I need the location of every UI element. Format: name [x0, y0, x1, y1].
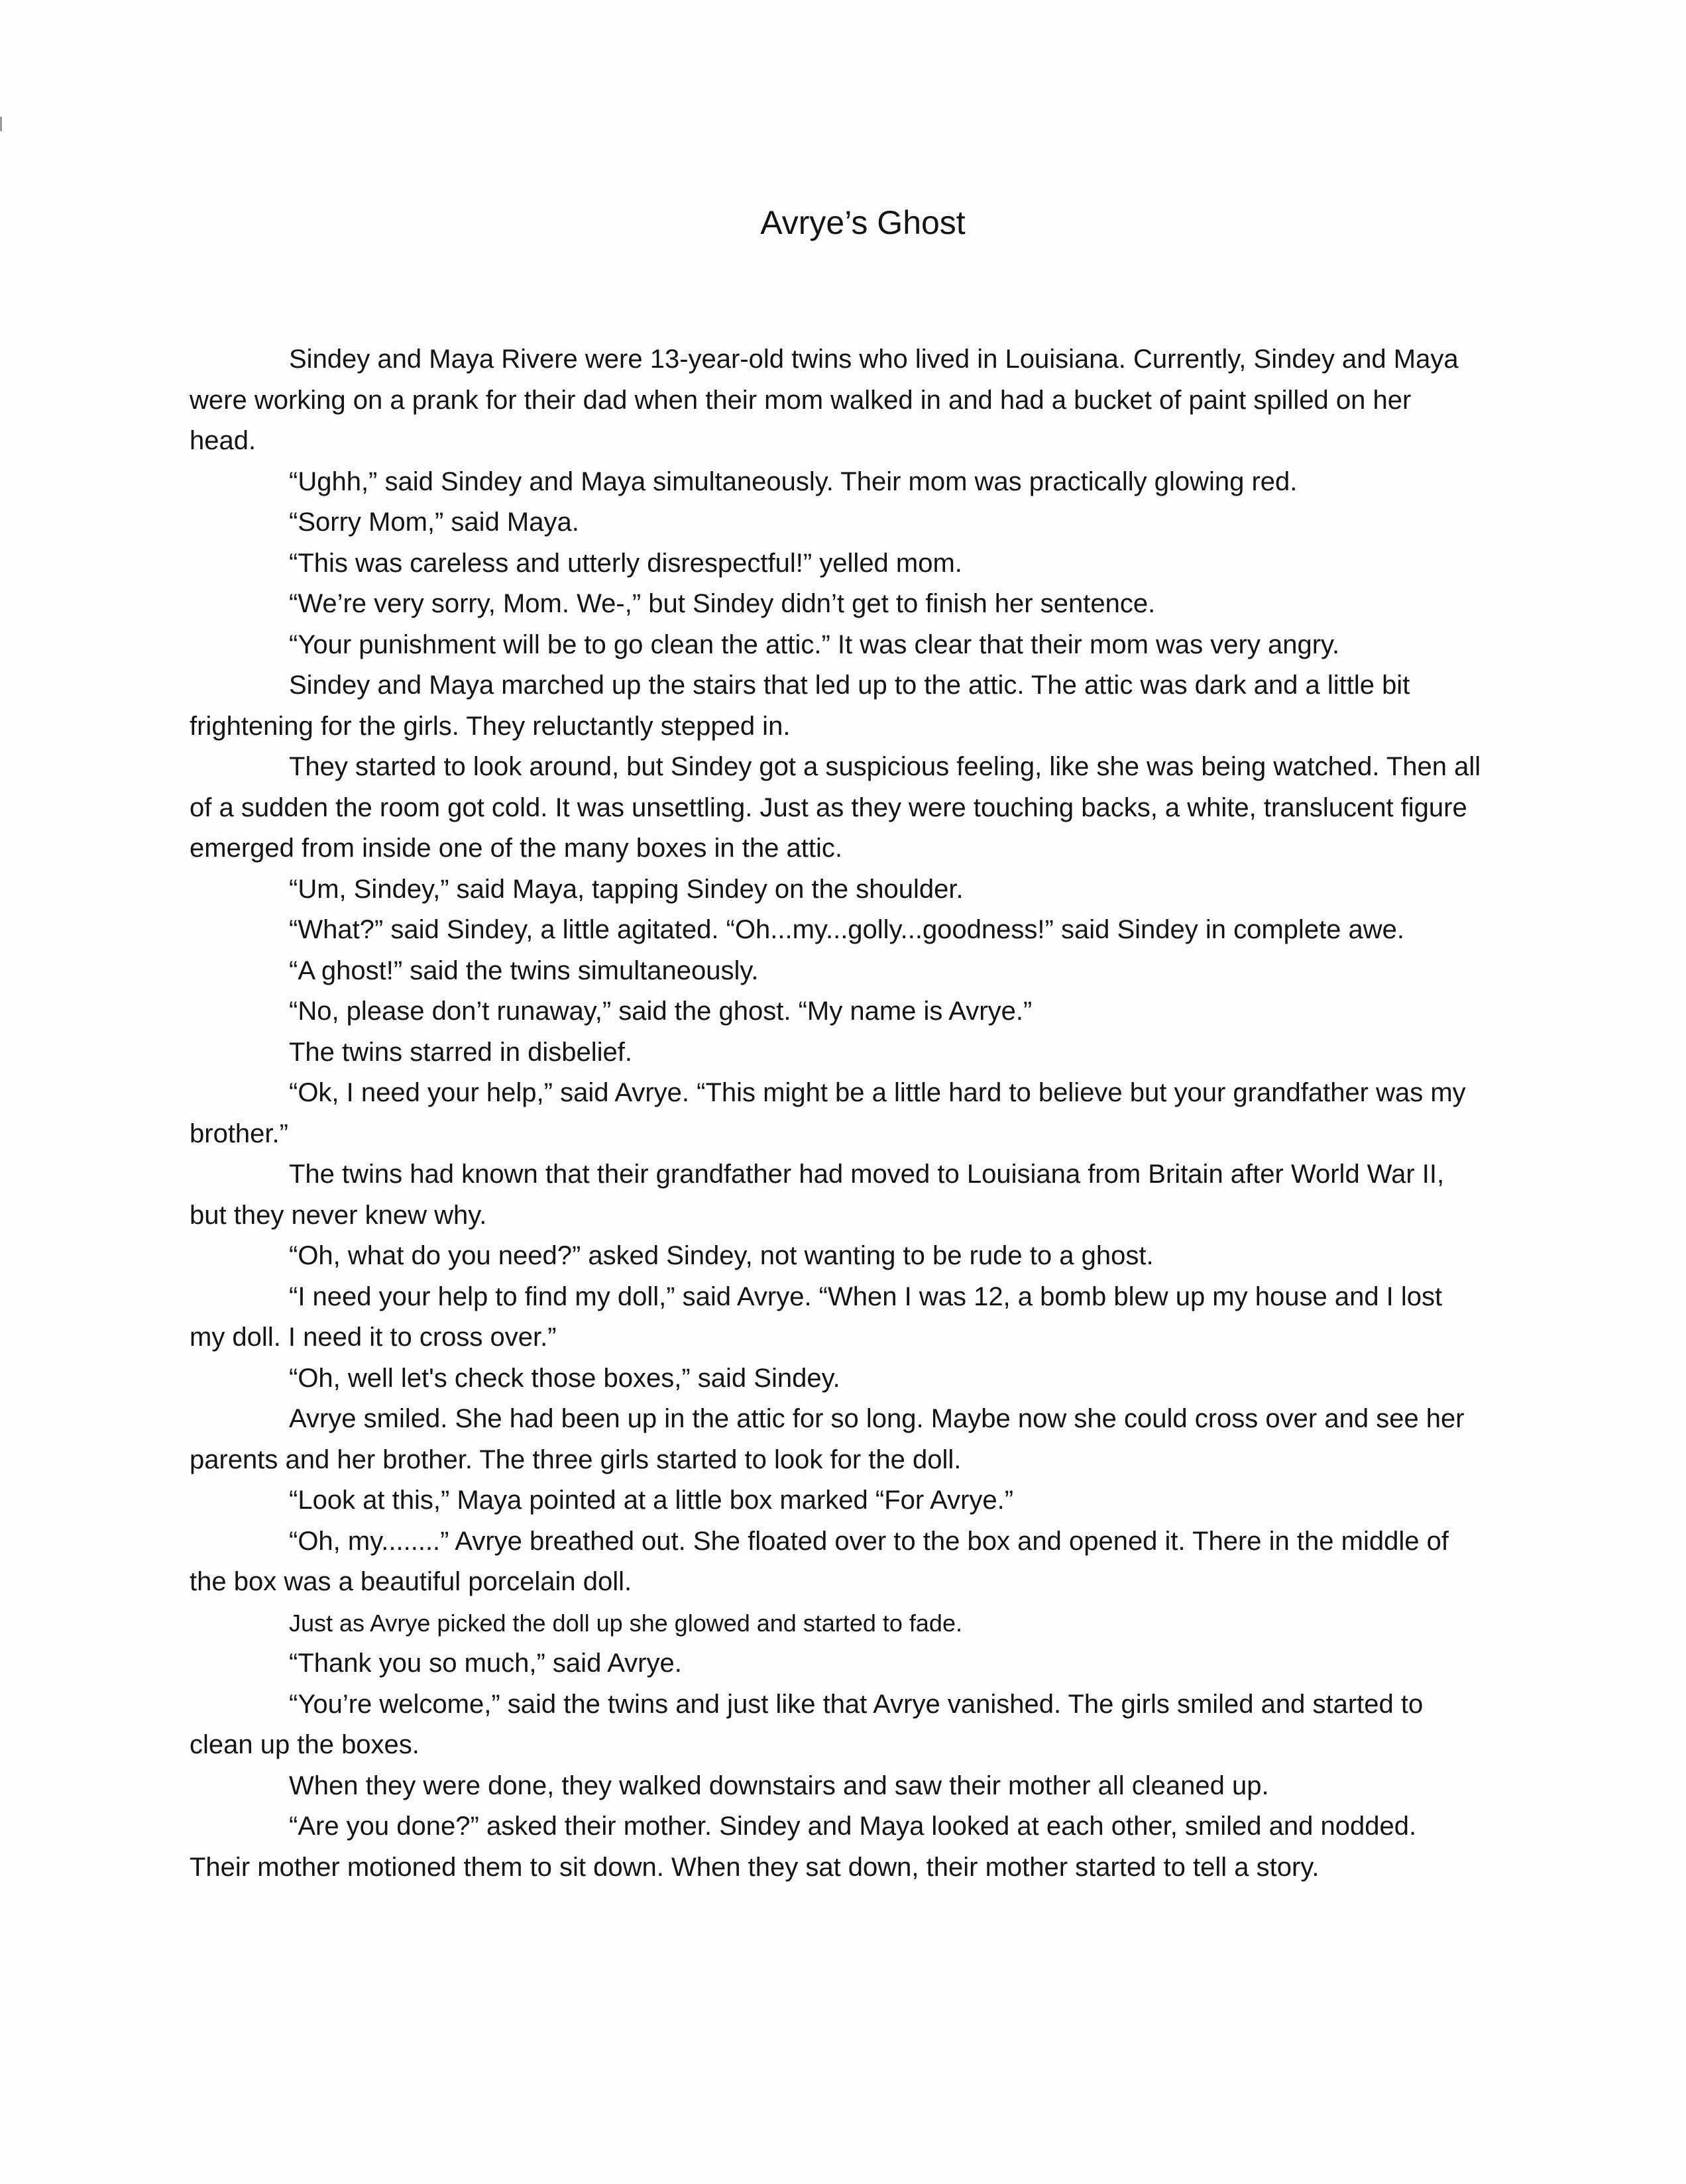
story-paragraph: “Look at this,” Maya pointed at a little box marked “For Avrye.” — [289, 1486, 1014, 1515]
story-paragraph: “Oh, my........” Avrye breathed out. She floated over to the box and opened it. There in the middle of the box was a beautiful porcelain doll. — [190, 1526, 1449, 1596]
story-paragraph: “Are you done?” asked their mother. Sindey and Maya looked at each other, smiled and nodded. Their mother motioned them to sit down. When they sat down, their mother started to tell a story. — [190, 1812, 1417, 1882]
story-paragraph: “No, please don’t runaway,” said the ghost. “My name is Avrye.” — [289, 997, 1033, 1026]
story-paragraph: Sindey and Maya marched up the stairs that led up to the attic. The attic was dark and a little bit frightening for the girls. They reluctantly stepped in. — [190, 671, 1410, 741]
story-paragraph: “Ok, I need your help,” said Avrye. “This might be a little hard to believe but your grandfather was my brother.” — [190, 1078, 1466, 1148]
story-paragraph: “Oh, well let's check those boxes,” said Sindey. — [289, 1363, 840, 1393]
story-paragraph: The twins starred in disbelief. — [289, 1037, 633, 1067]
story-paragraph: “A ghost!” said the twins simultaneously. — [289, 956, 759, 985]
story-paragraph: “Thank you so much,” said Avrye. — [289, 1649, 682, 1678]
story-paragraph: “Oh, what do you need?” asked Sindey, not wanting to be rude to a ghost. — [289, 1241, 1154, 1270]
story-paragraph: “Ughh,” said Sindey and Maya simultaneously. Their mom was practically glowing red. — [289, 466, 1298, 496]
story-paragraph: Sindey and Maya Rivere were 13-year-old twins who lived in Louisiana. Currently, Sindey and Maya were working on a prank for their dad when their mom walked in and had a bucket of paint spilled on her head. — [190, 345, 1459, 455]
story-paragraph: “Sorry Mom,” said Maya. — [289, 508, 579, 537]
story-paragraph: “We’re very sorry, Mom. We-,” but Sindey didn’t get to finish her sentence. — [289, 589, 1156, 618]
story-paragraph: When they were done, they walked downstairs and saw their mother all cleaned up. — [289, 1771, 1269, 1800]
story-body — [190, 339, 1482, 1888]
story-title: Avrye’s Ghost — [760, 204, 966, 241]
story-paragraph: “Um, Sindey,” said Maya, tapping Sindey on the shoulder. — [289, 874, 964, 904]
story-paragraph: “This was careless and utterly disrespectful!” yelled mom. — [289, 548, 962, 578]
story-paragraph: “Your punishment will be to go clean the attic.” It was clear that their mom was very angry. — [289, 629, 1340, 659]
story-paragraph: The twins had known that their grandfather had moved to Louisiana from Britain after World War II, but they never knew why. — [190, 1160, 1445, 1230]
story-paragraph: “What?” said Sindey, a little agitated. “Oh...my...golly...goodness!” said Sindey in complete awe. — [289, 915, 1405, 944]
story-paragraph: Just as Avrye picked the doll up she glowed and started to fade. — [289, 1609, 962, 1637]
story-paragraph: Avrye smiled. She had been up in the attic for so long. Maybe now she could cross over and see her parents and her brother. The three girls started to look for the doll. — [190, 1404, 1465, 1474]
story-paragraph: “I need your help to find my doll,” said Avrye. “When I was 12, a bomb blew up my house and I lost my doll. I need it to cross over.” — [190, 1282, 1443, 1352]
scan-edge-mark — [0, 117, 2, 131]
story-paragraph: “You’re welcome,” said the twins and just like that Avrye vanished. The girls smiled and started to clean up the boxes. — [190, 1689, 1424, 1759]
story-paragraph: They started to look around, but Sindey got a suspicious feeling, like she was being watched. Then all of a sudden the room got cold. It was unsettling. Just as they were touching backs, a white, translucent figure emerged from inside one of the many boxes in the attic. — [190, 752, 1481, 863]
